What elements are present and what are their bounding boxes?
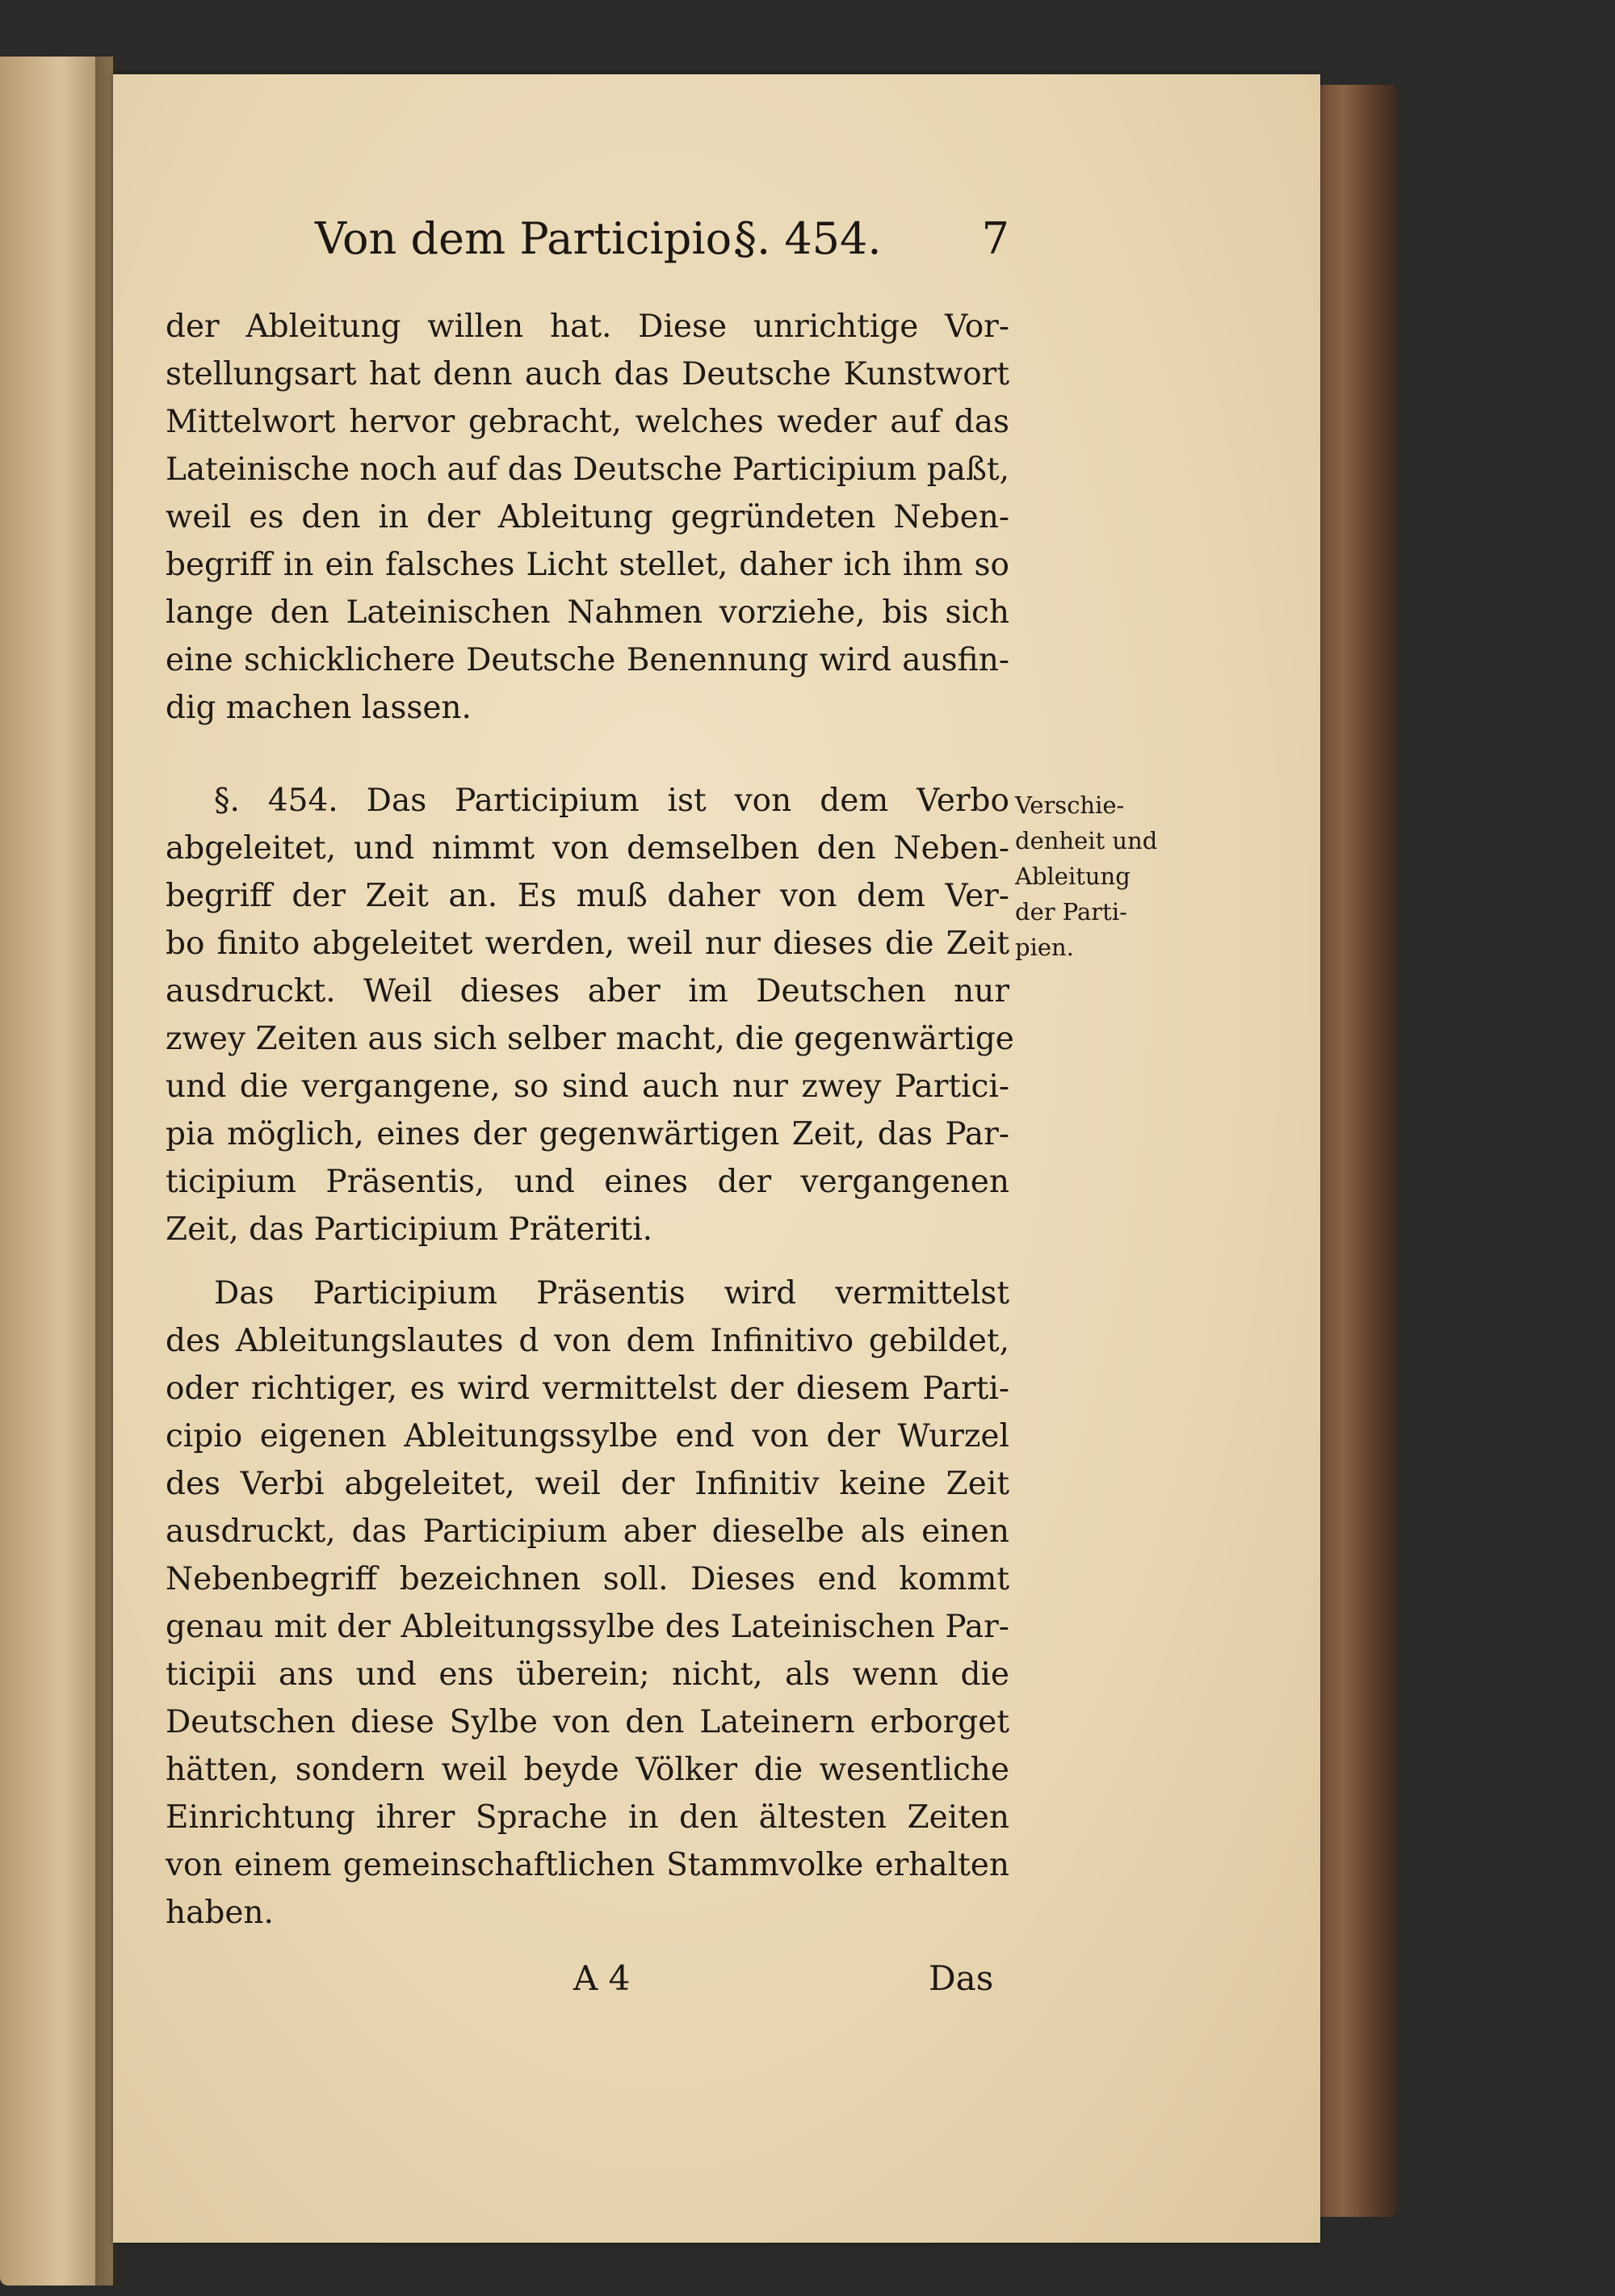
text-line: Einrichtung ihrer Sprache in den ältesten Zeiten	[166, 1799, 1009, 1836]
header-title: Von dem Participio.	[315, 212, 745, 264]
text-line: hätten, sondern weil beyde Völker die wesentliche	[166, 1752, 1009, 1788]
text-line: Zeit, das Participium Präteriti.	[166, 1211, 653, 1248]
text-line: ticipii ans und ens überein; nicht, als wenn die	[166, 1656, 1009, 1693]
text-line: Deutschen diese Sylbe von den Lateinern erborget	[166, 1704, 1009, 1740]
marginal-note	[1015, 787, 1168, 965]
marginal-note-line: pien.	[1015, 934, 1074, 961]
paragraph-1	[166, 303, 1009, 732]
text-line: abgeleitet, und nimmt von demselben den Neben-	[166, 830, 1009, 867]
text-line: lange den Lateinischen Nahmen vorziehe, bis sich	[166, 594, 1009, 631]
text-line: begriff der Zeit an. Es muß daher von dem Ver-	[166, 878, 1009, 914]
text-line: und die vergangene, so sind auch nur zwey Partici-	[166, 1068, 1009, 1105]
text-line: Lateinische noch auf das Deutsche Participium paßt,	[166, 451, 1009, 488]
text-line: oder richtiger, es wird vermittelst der diesem Parti-	[166, 1370, 1009, 1407]
text-line: stellungsart hat denn auch das Deutsche Kunstwort	[166, 356, 1009, 392]
text-line: dig machen lassen.	[166, 690, 472, 726]
text-line: weil es den in der Ableitung gegründeten Neben-	[166, 499, 1009, 535]
marginal-note-line: Verschie-	[1015, 791, 1125, 819]
text-line: ausdruckt, das Participium aber dieselbe als einen	[166, 1513, 1009, 1550]
text-line: ausdruckt. Weil dieses aber im Deutschen nur	[166, 973, 1009, 1009]
book-edge	[1320, 85, 1397, 2217]
page-number: 7	[981, 212, 1009, 264]
catchword: Das	[929, 1958, 994, 1998]
text-line: cipio eigenen Ableitungssylbe end von der Wurzel	[166, 1418, 1009, 1454]
text-line: haben.	[166, 1895, 274, 1931]
paragraph-3	[166, 1270, 1009, 1937]
text-line: des Ableitungslautes d von dem Infinitivo gebildet,	[166, 1323, 1009, 1359]
marginal-note-line: der Parti-	[1015, 898, 1127, 926]
text-line: Nebenbegriff bezeichnen soll. Dieses end kommt	[166, 1561, 1009, 1597]
text-line: ticipium Präsentis, und eines der vergangenen	[166, 1164, 1009, 1200]
text-line: Das Participium Präsentis wird vermittelst	[214, 1275, 1009, 1312]
text-line: des Verbi abgeleitet, weil der Infinitiv keine Zeit	[166, 1466, 1009, 1502]
running-header	[315, 206, 1009, 271]
text-line: eine schicklichere Deutsche Benennung wird ausfin-	[166, 642, 1009, 678]
marginal-note-line: Ableitung	[1015, 863, 1130, 890]
text-line: bo finito abgeleitet werden, weil nur dieses die Zeit	[166, 926, 1009, 962]
text-line: von einem gemeinschaftlichen Stammvolke erhalten	[166, 1847, 1009, 1883]
text-line: begriff in ein falsches Licht stellet, daher ich ihm so	[166, 547, 1009, 583]
text-line: pia möglich, eines der gegenwärtigen Zeit, das Par-	[166, 1116, 1009, 1152]
text-line: zwey Zeiten aus sich selber macht, die gegenwärtige	[166, 1021, 1014, 1057]
text-line: genau mit der Ableitungssylbe des Lateinischen Par-	[166, 1609, 1009, 1645]
text-line: der Ableitung willen hat. Diese unrichtige Vor-	[166, 309, 1009, 345]
text-line: §. 454. Das Participium ist von dem Verbo	[214, 783, 1009, 819]
marginal-note-line: denheit und	[1015, 827, 1158, 854]
signature-mark: A 4	[573, 1958, 631, 1998]
text-line: Mittelwort hervor gebracht, welches weder auf das	[166, 404, 1009, 440]
paragraph-2	[166, 777, 1014, 1253]
header-section: §. 454.	[735, 212, 882, 264]
